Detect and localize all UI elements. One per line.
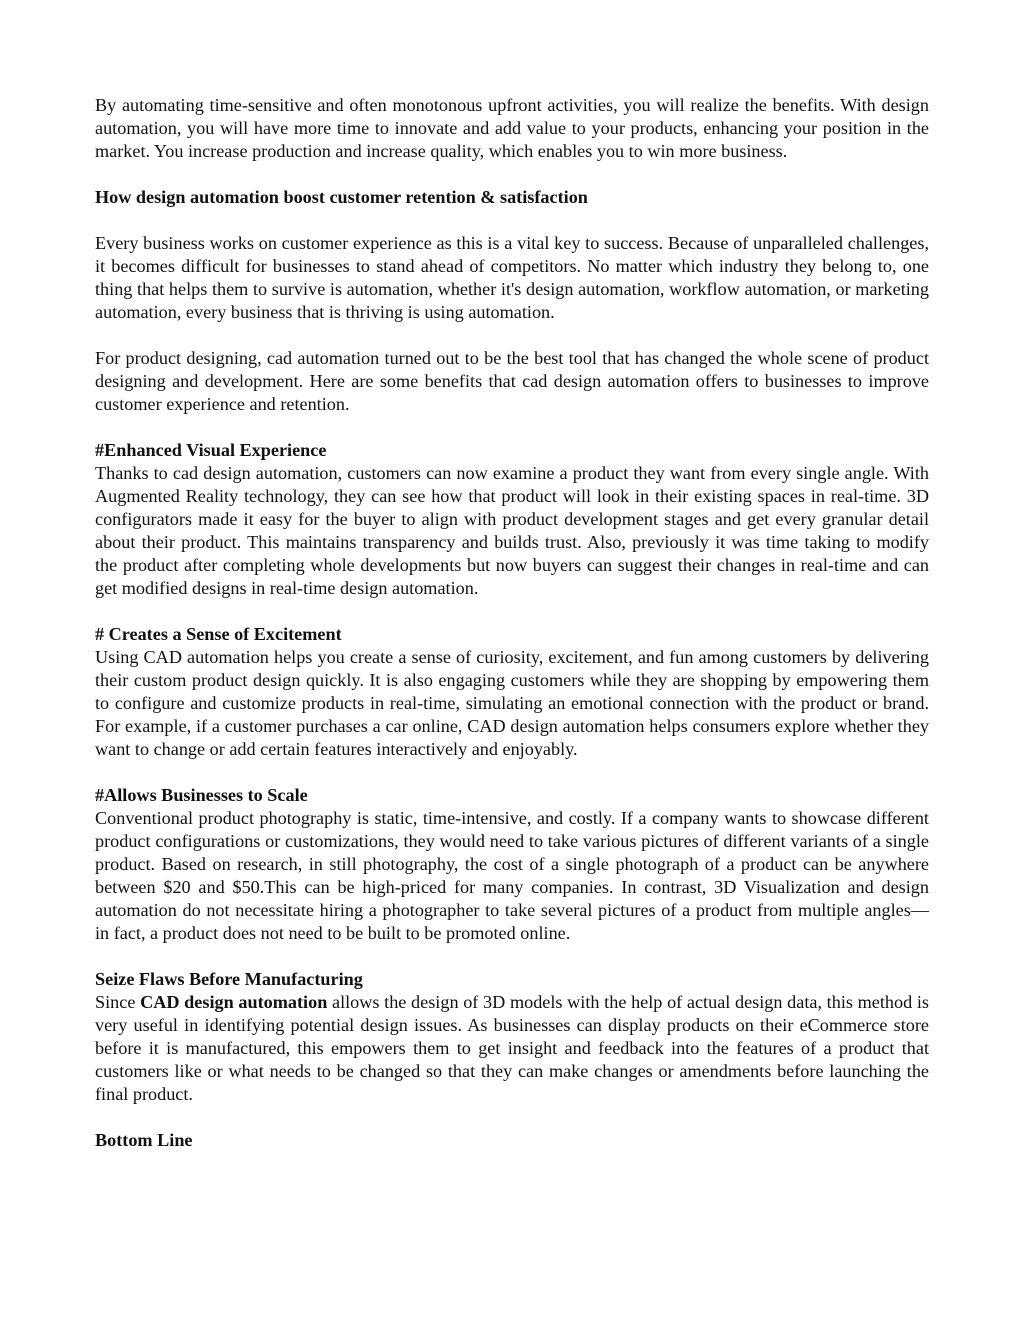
- retention-paragraph-2: For product designing, cad automation turned out to be the best tool that has changed the whole scene of product designing and development. Here are some benefits that cad design automation offers to businesses to improve customer experience and retention.: [95, 348, 929, 414]
- section-body-enhanced-visual: Thanks to cad design automation, customers can now examine a product they want from every single angle. With Augmented Reality technology, they can see how that product will look in their existing spaces in real-time. 3D configurators made it easy for the buyer to align with product development stages and get every granular detail about their product. This maintains transparency and builds trust. Also, previously it was time taking to modify the product after completing whole developments but now buyers can suggest their changes in real-time and can get modified designs in real-time design automation.: [95, 463, 929, 598]
- section-heading-excitement: # Creates a Sense of Excitement: [95, 624, 342, 644]
- retention-paragraph-1: Every business works on customer experience as this is a vital key to success. Because of unparalleled challenges, it becomes difficult for businesses to stand ahead of competitors. No matter which industry they belong to, one thing that helps them to survive is automation, whether it's design automation, workflow automation, or marketing automation, every business that is thriving is using automation.: [95, 233, 929, 322]
- section-heading-enhanced-visual: #Enhanced Visual Experience: [95, 440, 327, 460]
- intro-paragraph: By automating time-sensitive and often monotonous upfront activities, you will realize the benefits. With design automation, you will have more time to innovate and add value to your products, enhancing your position in the market. You increase production and increase quality, which enables you to win more business.: [95, 95, 929, 161]
- section-flaws: [95, 968, 929, 1106]
- section-scale: [95, 784, 929, 945]
- section-body-flaws: [95, 991, 929, 1106]
- section-excitement: [95, 623, 952, 761]
- document-page: [95, 94, 952, 1175]
- section-heading-scale: #Allows Businesses to Scale: [95, 785, 308, 805]
- flaws-body-bold: CAD design automation: [140, 992, 328, 1012]
- section-body-excitement: Using CAD automation helps you create a sense of curiosity, excitement, and fun among customers by delivering their custom product design quickly. It is also engaging customers while they are shopping by empowering them to configure and customize products in real-time, simulating an emotional connection with the product or brand. For example, if a customer purchases a car online, CAD design automation helps consumers explore whether they want to change or add certain features interactively and enjoyably.: [95, 647, 952, 759]
- section-heading-flaws: Seize Flaws Before Manufacturing: [95, 969, 363, 989]
- retention-heading: How design automation boost customer retention & satisfaction: [95, 187, 588, 207]
- section-enhanced-visual: [95, 439, 929, 600]
- flaws-body-rest: allows the design of 3D models with the help of actual design data, this method is very useful in identifying potential design issues. As businesses can display products on their eCommerce store before it is manufactured, this empowers them to get insight and feedback into the features of a product that customers like or what needs to be changed so that they can make changes or amendments before launching the final product.: [95, 992, 929, 1104]
- flaws-body-prefix: Since: [95, 992, 141, 1012]
- bottom-line-heading: Bottom Line: [95, 1130, 193, 1150]
- section-body-scale: Conventional product photography is static, time-intensive, and costly. If a company wants to showcase different product configurations or customizations, they would need to take various pictures of different variants of a single product. Based on research, in still photography, the cost of a single photograph of a product can be anywhere between $20 and $50.This can be high-priced for many companies. In contrast, 3D Visualization and design automation do not necessitate hiring a photographer to take several pictures of a product from multiple angles— in fact, a product does not need to be built to be promoted online.: [95, 808, 929, 943]
